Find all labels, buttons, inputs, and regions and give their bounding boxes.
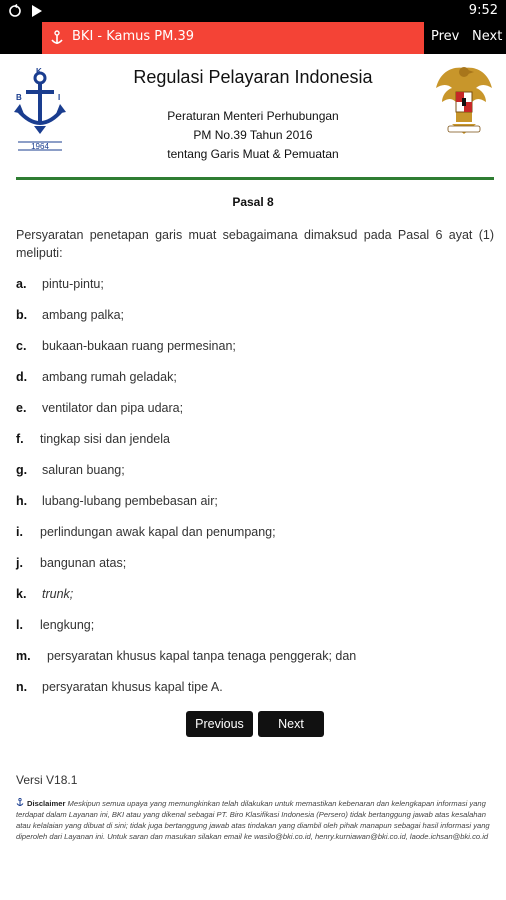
prev-button[interactable]: Prev [431, 29, 460, 44]
bki-logo-year: 1964 [31, 142, 49, 151]
list-text: perlindungan awak kapal dan penumpang; [40, 525, 276, 539]
list-letter: b. [16, 308, 28, 322]
play-store-icon [30, 4, 44, 18]
sync-icon [8, 4, 22, 18]
list-text: bangunan atas; [40, 556, 127, 570]
app-title-box [42, 22, 424, 54]
list-letter: k. [16, 587, 27, 601]
header-divider [16, 177, 494, 180]
app-anchor-icon [50, 30, 64, 46]
list-letter: h. [16, 494, 28, 508]
app-bar [0, 22, 506, 54]
pasal-heading: Pasal 8 [232, 195, 274, 209]
page-header [0, 54, 506, 180]
list-letter: l. [16, 618, 23, 632]
list-text: lubang-lubang pembebasan air; [42, 494, 218, 508]
intro-paragraph: Persyaratan penetapan garis muat sebagaimana dimaksud pada Pasal 6 ayat (1) meliputi: [16, 228, 494, 260]
subtitle-topic: tentang Garis Muat & Pemuatan [167, 147, 339, 161]
disclaimer-label: Disclaimer [27, 799, 66, 808]
version-label: Versi V18.1 [16, 773, 78, 787]
next-button[interactable]: Next [472, 29, 503, 44]
bki-logo-letter-k: K [36, 67, 42, 76]
list-text: trunk; [42, 587, 74, 601]
list-letter: n. [16, 680, 28, 694]
list-text: bukaan-bukaan ruang permesinan; [42, 339, 236, 353]
status-bar [0, 0, 506, 22]
list-letter: i. [16, 525, 23, 539]
list-letter: d. [16, 370, 28, 384]
list-text: pintu-pintu; [42, 277, 104, 291]
anchor-icon [16, 798, 24, 807]
list-text: lengkung; [40, 618, 95, 632]
next-page-button[interactable]: Next [258, 711, 324, 737]
status-time: 9:52 [468, 3, 498, 18]
list-letter: a. [16, 277, 27, 291]
list-text: ventilator dan pipa udara; [42, 401, 184, 415]
app-title: BKI - Kamus PM.39 [72, 29, 195, 44]
bki-logo-letter-i: I [58, 93, 61, 102]
list-letter: e. [16, 401, 27, 415]
garuda-emblem [432, 62, 496, 138]
previous-page-button[interactable]: Previous [186, 711, 253, 737]
list-text: saluran buang; [42, 463, 125, 477]
list-text: persyaratan khusus kapal tanpa tenaga penggerak; dan [47, 649, 357, 663]
subtitle-regulation: Peraturan Menteri Perhubungan [167, 109, 339, 123]
page-title: Regulasi Pelayaran Indonesia [133, 67, 373, 87]
disclaimer-block [16, 798, 494, 842]
list-text: ambang rumah geladak; [42, 370, 177, 384]
list-text: ambang palka; [42, 308, 125, 322]
list-letter: g. [16, 463, 28, 477]
subtitle-number: PM No.39 Tahun 2016 [193, 128, 313, 142]
list-text: tingkap sisi dan jendela [40, 432, 170, 446]
list-letter: f. [16, 432, 24, 446]
list-text: persyaratan khusus kapal tipe A. [42, 680, 223, 694]
list-letter: m. [16, 649, 31, 663]
list-letter: c. [16, 339, 27, 353]
disclaimer-text: Meskipun semua upaya yang memungkinkan telah dilakukan untuk memastikan kebenaran dan kelengkapan informasi yang terdapat dalam Layanan ini, BKI atau yang dikenal sebagai PT. Biro Klasifikasi Indonesia (Persero) tidak bertanggung jawab atas kesalahan atau kelalaian yang dibuat di sini; tidak juga bertanggung jawab atas tindakan yang diambil oleh pihak manapun sebagai hasil informasi yang diperoleh dari Layanan ini. Untuk saran dan masukan silakan email ke wasilo@bki.co.id, henry.kurniawan@bki.co.id, laode.ichsan@bki.co.id [16, 799, 490, 841]
bki-logo-letter-b: B [16, 93, 22, 102]
list-letter: j. [16, 556, 23, 570]
